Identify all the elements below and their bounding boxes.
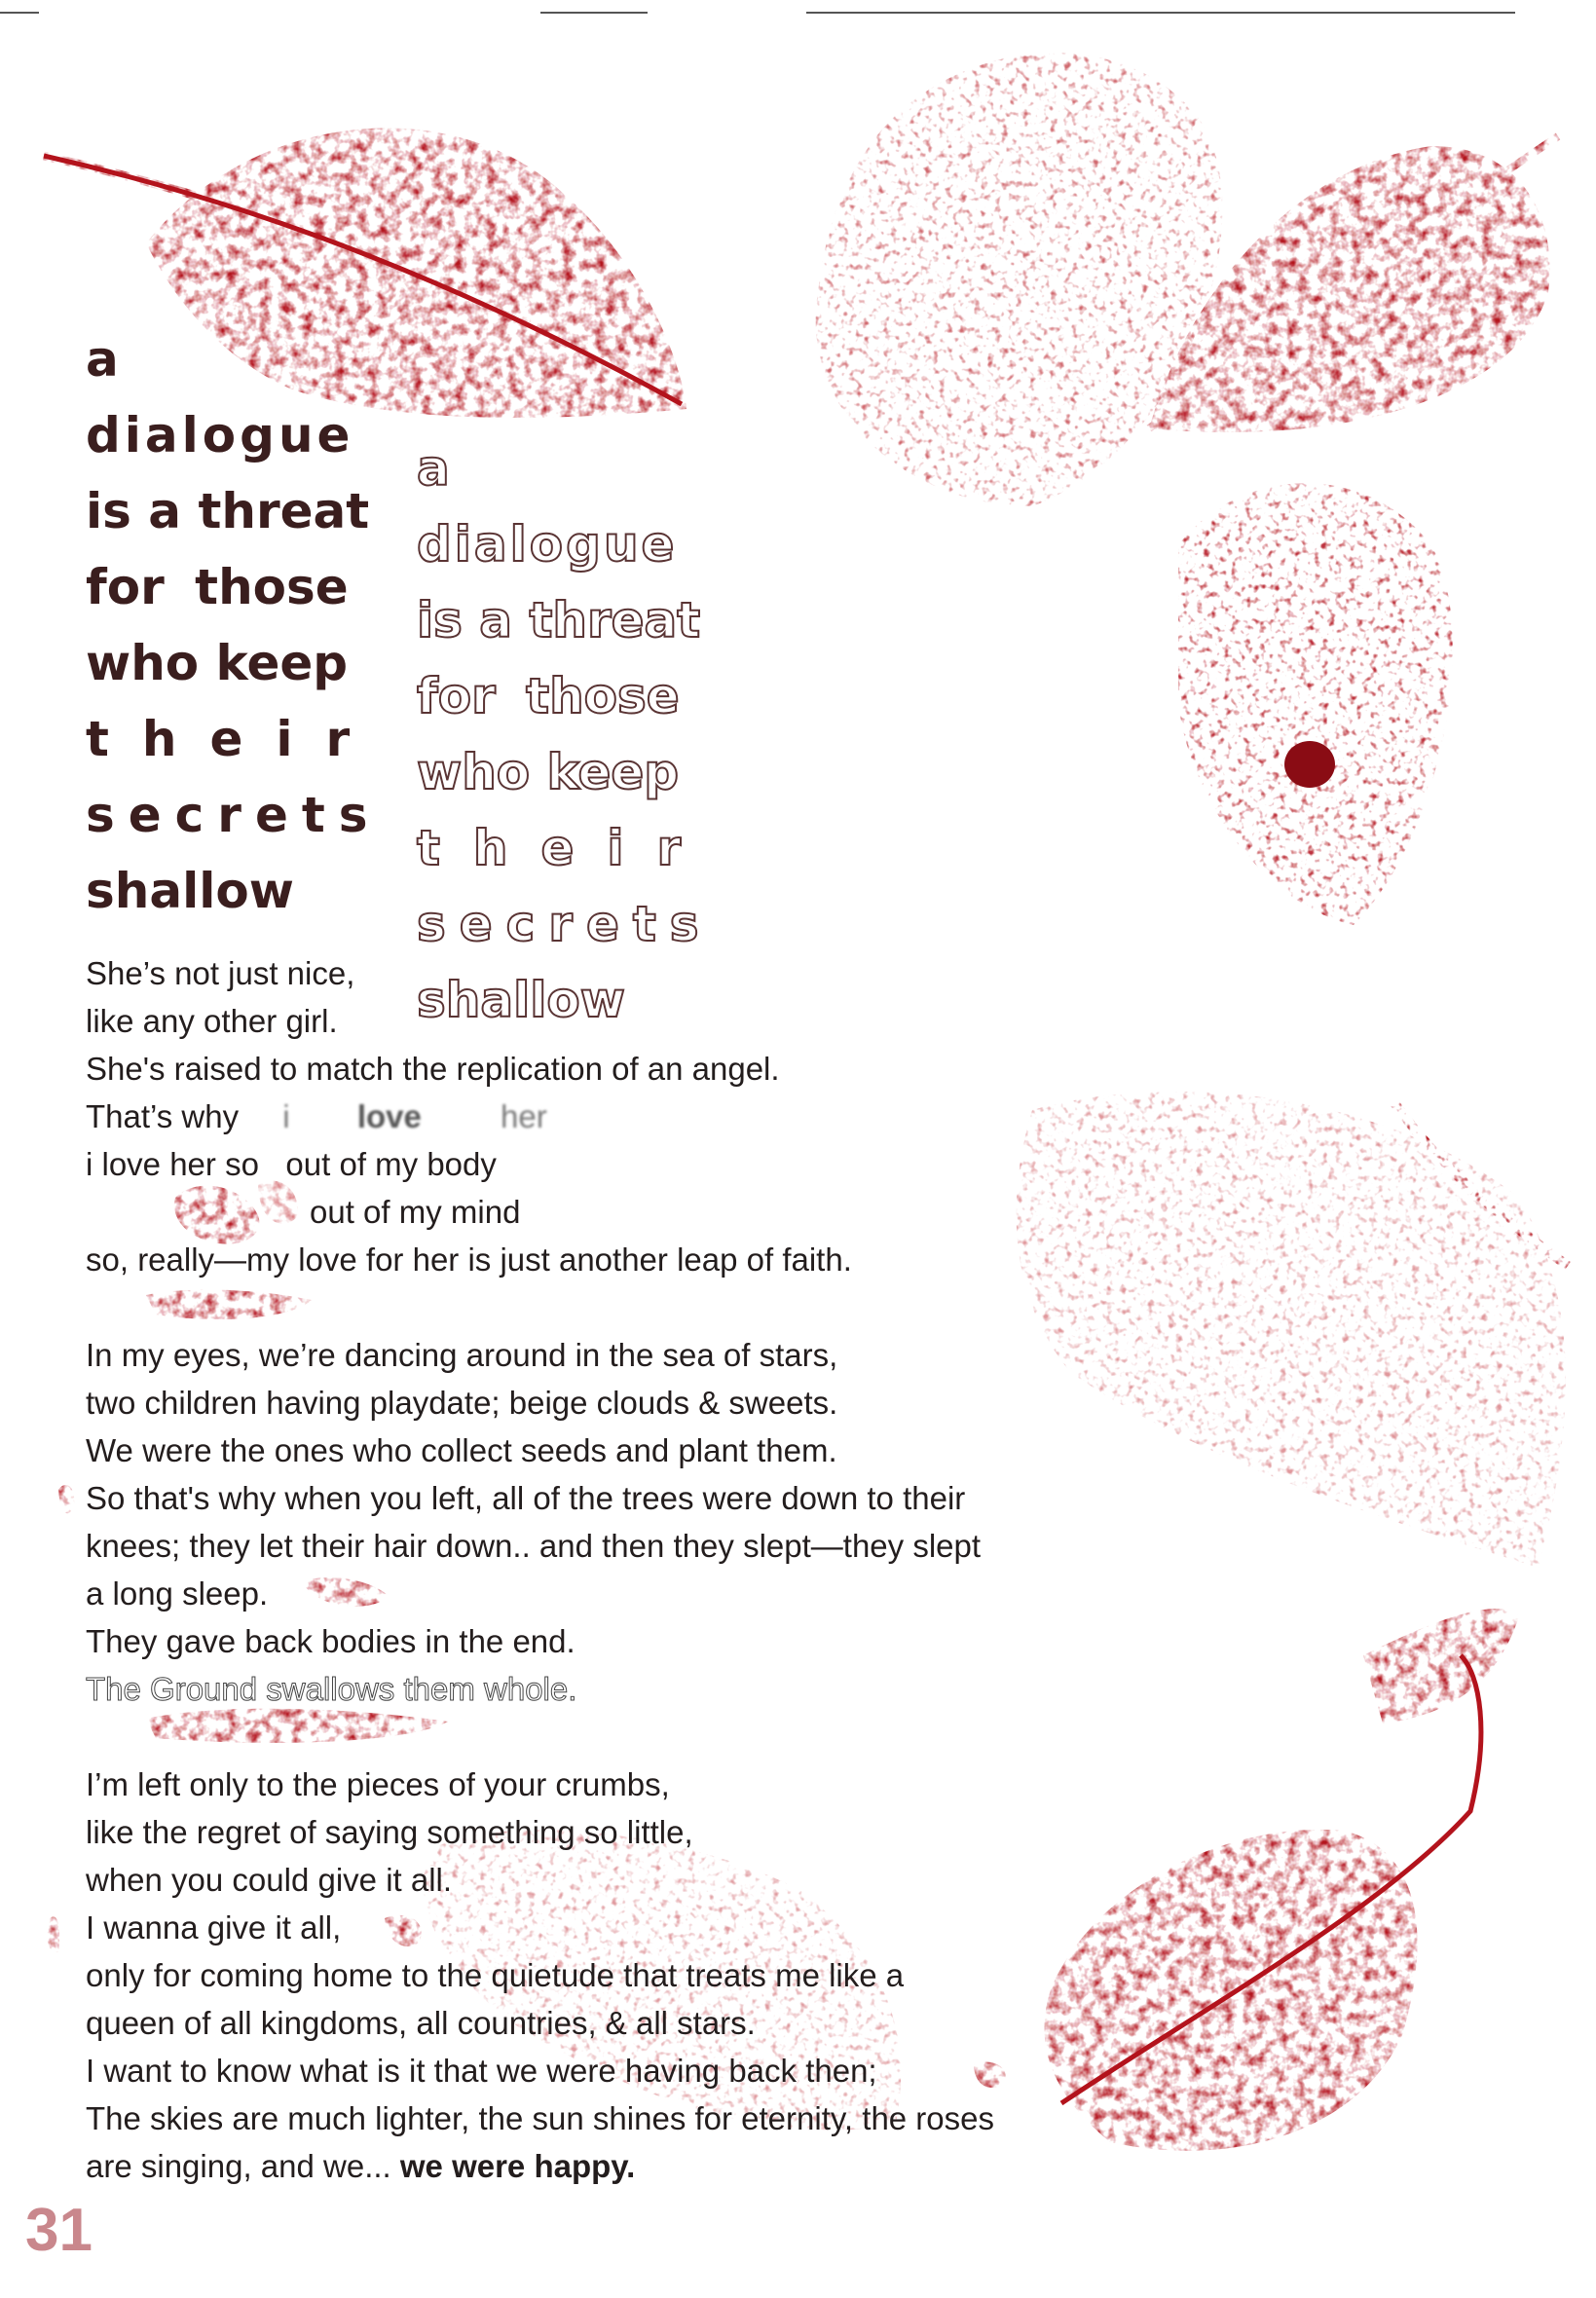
- poem-line: like any other girl.: [86, 1003, 338, 1039]
- title-outline-line: dialogue: [417, 516, 678, 573]
- poem-line: I’m left only to the pieces of your crumbs,: [86, 1766, 670, 1802]
- final-line-emphasis: we were happy.: [399, 2148, 636, 2184]
- poem-line: In my eyes, we’re dancing around in the sea of stars,: [86, 1337, 838, 1373]
- poem-line-outlined: The Ground swallows them whole.: [86, 1671, 577, 1707]
- title-line: dialogue: [86, 407, 354, 463]
- title-outline-line: their: [417, 820, 715, 876]
- title-line: secrets: [86, 787, 382, 843]
- poem-line: i love her so out of my body: [86, 1146, 497, 1182]
- title-outline-line: secrets: [417, 896, 713, 952]
- poem-line: [86, 1093, 1157, 1140]
- poem-line: so, really—my love for her is just another leap of faith.: [86, 1242, 852, 1278]
- blurred-word-i: i: [282, 1098, 290, 1134]
- title-outline-line: shallow: [417, 972, 625, 1028]
- title-line: who keep: [86, 635, 349, 691]
- leaf-print-right-middle-upper: [1178, 483, 1453, 925]
- title-line: their: [86, 711, 384, 767]
- title-line: a: [86, 331, 119, 388]
- poem-line: I want to know what is it that we were having back then;: [86, 2053, 877, 2089]
- poem-line: We were the ones who collect seeds and plant them.: [86, 1432, 837, 1468]
- page-number: 31: [25, 2197, 93, 2264]
- poem-line: two children having playdate; beige clouds & sweets.: [86, 1385, 838, 1421]
- title-outline-line: for those: [417, 668, 680, 724]
- poem-body: [86, 949, 1157, 2190]
- poem-line: like the regret of saying something so little,: [86, 1814, 693, 1850]
- poem-line: I wanna give it all,: [86, 1909, 342, 1946]
- poem-line: They gave back bodies in the end.: [86, 1623, 575, 1659]
- title-line: for those: [86, 559, 349, 615]
- stanza-break: [86, 1283, 1157, 1331]
- title-outline-line: a: [417, 440, 450, 497]
- poem-line: when you could give it all.: [86, 1862, 453, 1898]
- poem-line-final: [86, 2142, 1157, 2190]
- leaf-print-top-right-faint: [816, 53, 1223, 506]
- poem-line: only for coming home to the quietude that treats me like a: [86, 1957, 905, 1993]
- title-line: is a threat: [86, 483, 370, 539]
- poem-line: a long sleep.: [86, 1575, 269, 1612]
- ink-blot: [1284, 741, 1335, 788]
- final-line-text: are singing, and we...: [86, 2148, 391, 2184]
- poem-line: out of my mind: [310, 1194, 521, 1230]
- poem-line: knees; they let their hair down.. and then they slept—they slept: [86, 1528, 982, 1564]
- stanza-break: [86, 1713, 1157, 1761]
- poem-title: [86, 321, 384, 929]
- title-line: shallow: [86, 863, 294, 919]
- poem-line: She's raised to match the replication of an angel.: [86, 1051, 780, 1087]
- poem-line: The skies are much lighter, the sun shines for eternity, the roses: [86, 2100, 995, 2136]
- poem-title-outline: [417, 430, 715, 1038]
- blurred-word-her: her: [501, 1098, 547, 1134]
- poem-line-text: That’s why: [86, 1098, 240, 1134]
- poem-line: queen of all kingdoms, all countries, & all stars.: [86, 2005, 756, 2041]
- poem-line: So that's why when you left, all of the trees were down to their: [86, 1480, 966, 1516]
- title-outline-line: who keep: [417, 744, 680, 800]
- blurred-word-love: love: [356, 1098, 422, 1134]
- title-outline-line: is a threat: [417, 592, 701, 649]
- poem-line: She’s not just nice,: [86, 955, 355, 991]
